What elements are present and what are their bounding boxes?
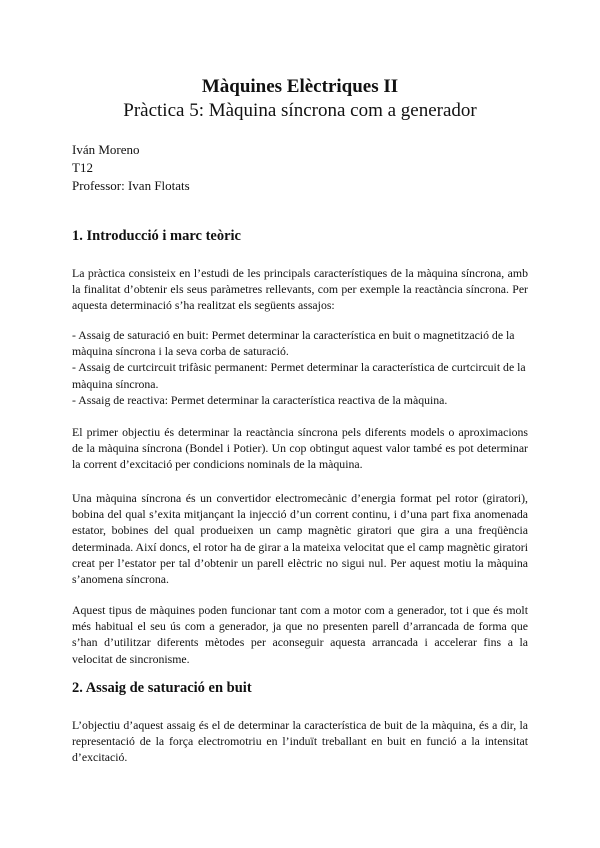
group-code: T12 — [72, 160, 93, 175]
list-item: - Assaig de curtcircuit trifàsic permanent: Permet determinar la característica de curtcircuit de la màquina síncrona. — [72, 360, 526, 391]
document-title: Màquines Elèctriques II — [201, 76, 399, 97]
author-name: Iván Moreno — [72, 142, 140, 157]
test-list — [72, 327, 528, 408]
professor-name: Professor: Ivan Flotats — [72, 178, 190, 193]
section-1-paragraph-1: La pràctica consisteix en l’estudi de les principals característiques de la màquina síncrona, amb la finalitat d’obtenir els seus paràmetres rellevants, com per exemple la reactància síncrona. Per aquesta determinació s’ha realitzat els següents assajos: — [72, 266, 528, 313]
section-1-paragraph-4: Aquest tipus de màquines poden funcionar tant com a motor com a generador, tot i que és molt més habitual el seu ús com a generador, ja que no presenten parell d’arrancada de forma que s’han d’utilitzar diferents mètodes per aconseguir aquesta arrancada i accelerar fins a la velocitat de sincronisme. — [72, 603, 528, 666]
document-subtitle: Pràctica 5: Màquina síncrona com a generador — [123, 100, 477, 121]
list-item: - Assaig de saturació en buit: Permet determinar la característica en buit o magnetització de la màquina síncrona i la seva corba de saturació. — [72, 328, 515, 359]
section-2-paragraph-1: L’objectiu d’aquest assaig és el de determinar la característica de buit de la màquina, és a dir, la representació de la força electromotriu en l’induït treballant en buit en funció a la intensitat d’excitació. — [72, 718, 528, 765]
section-2-heading: 2. Assaig de saturació en buit — [72, 680, 252, 696]
section-1-paragraph-2: El primer objectiu és determinar la reactància síncrona pels diferents models o aproximacions de la màquina síncrona (Bondel i Potier). Un cop obtingut aquest valor també es pot determinar la corrent d’excitació per condicions nominals de la màquina. — [72, 425, 528, 472]
section-1-paragraph-3: Una màquina síncrona és un convertidor electromecànic d’energia format pel rotor (giratori), bobina del qual s’exita mitjançant la injecció d’un corrent continu, i d’una part fixa anomenada estator, bobines del qual produeixen un camp magnètic giratori que gira a una freqüència determinada. Així doncs, el rotor ha de girar a la mateixa velocitat que el camp magnètic giratori creat per l’estator per tal d’obtenir un parell elèctric no sigui nul. Per aquest motiu la màquina s’anomena síncrona. — [72, 491, 528, 587]
list-item: - Assaig de reactiva: Permet determinar la característica reactiva de la màquina. — [72, 392, 448, 407]
author-block — [72, 141, 190, 195]
section-1-heading: 1. Introducció i marc teòric — [72, 228, 241, 244]
